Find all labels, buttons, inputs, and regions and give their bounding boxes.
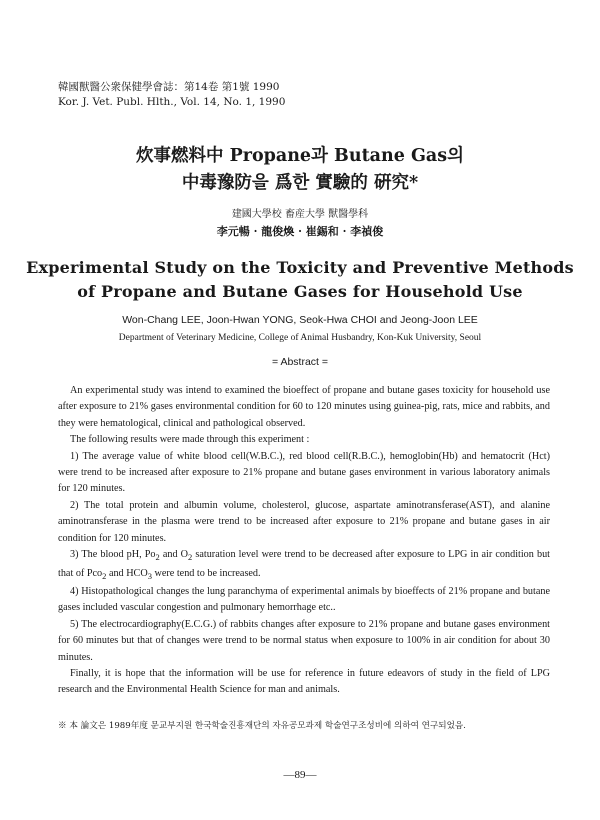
korean-title-line-1: 炊事燃料中 Propane과 Butane Gas의 [135,146,464,166]
abstract-result-4: 4) Histopathological changes the lung paranchyma of experimental animals by bioeffects of 21% propane and butane gases included vascular congestion and pulmonary hemorrhage etc.. [58,585,550,614]
english-authors: Won-Chang LEE, Joon-Hwan YONG, Seok-Hwa CHOI and Jeong-Joon LEE [122,314,478,326]
funding-footnote: ※ 本 論文은 1989年度 문교부지원 한국학술진흥재단의 자유공모과제 학술연구조성비에 의하여 연구되었음. [58,721,466,731]
abstract-heading: = Abstract = [271,356,329,368]
result-3-part-a: 3) The blood pH, Po [70,549,156,561]
abstract-result-5: 5) The electrocardiography(E.C.G.) of rabbits changes after exposure to 21% propane and butane gases environment for 60 minutes but that of changes were trend to be normal status when exposure to 100% in air condition for about 30 minutes. [58,618,550,663]
abstract-intro: An experimental study was intend to examined the bioeffect of propane and butane gases toxicity for household use after exposure to 21% gases environmental condition for 60 to 120 minutes using guinea-pig, rats, mice and rabbits, and they were hematological, clinical and pathological observed. [58,385,550,429]
english-affiliation: Department of Veterinary Medicine, College of Animal Husbandry, Kon-Kuk University, Seoul [118,333,482,343]
journal-citation-english: Kor. J. Vet. Publ. Hlth., Vol. 14, No. 1, 1990 [58,96,286,108]
abstract-result-3 [58,547,550,584]
result-3-part-e: were tend to be increased. [151,567,261,579]
english-title-line-1: Experimental Study on the Toxicity and Preventive Methods [26,258,574,277]
english-title [0,256,600,304]
korean-title [0,143,600,197]
abstract-closing: Finally, it is hope that the information will be use for reference in future edeavors of study in the field of LPG research and the Environmental Health Science for man and animals. [58,667,550,696]
result-3-part-b: and O [159,549,189,561]
result-3-part-c: saturation level were trend to be decreased after exposure to LPG in air condition but that of Pco [58,549,550,579]
page-number: —89— [283,769,317,781]
abstract-result-1: 1) The average value of white blood cell(W.B.C.), red blood cell(R.B.C.), hemoglobin(Hb) and hematocrit (Hct) were trend to be increased after exposure to 21% propane and butane gases environment in various laboratory animals for 120 minutes. [58,450,550,495]
pco2-subscript: 2 [102,570,107,581]
abstract-body [58,383,550,699]
english-title-line-2: of Propane and Butane Gases for Household Use [77,282,523,301]
korean-title-line-2: 中毒豫防을 爲한 實驗的 硏究* [181,173,419,193]
abstract-result-2: 2) The total protein and albumin volume, cholesterol, glucose, aspartate aminotransferase(AST), and alanine aminotransferase in the plasma were trend to be increased after exposure to 21% propane and butane gases in air condition for 120 minutes. [58,499,550,544]
journal-citation-korean: 韓國獸醫公衆保健學會誌：第14卷 第1號 1990 [58,81,280,93]
hco3-subscript: 3 [147,570,152,581]
journal-citation [58,80,285,110]
abstract-results-lead: The following results were made through this experiment : [70,434,310,446]
o2-subscript: 2 [188,552,193,563]
korean-affiliation: 建國大學校 畜産大學 獸醫學科 [231,209,369,220]
result-3-part-d: and HCO [106,567,148,579]
po2-subscript: 2 [155,552,160,563]
korean-authors: 李元暢 · 龍俊煥 · 崔錫和 · 李禎俊 [216,225,384,238]
